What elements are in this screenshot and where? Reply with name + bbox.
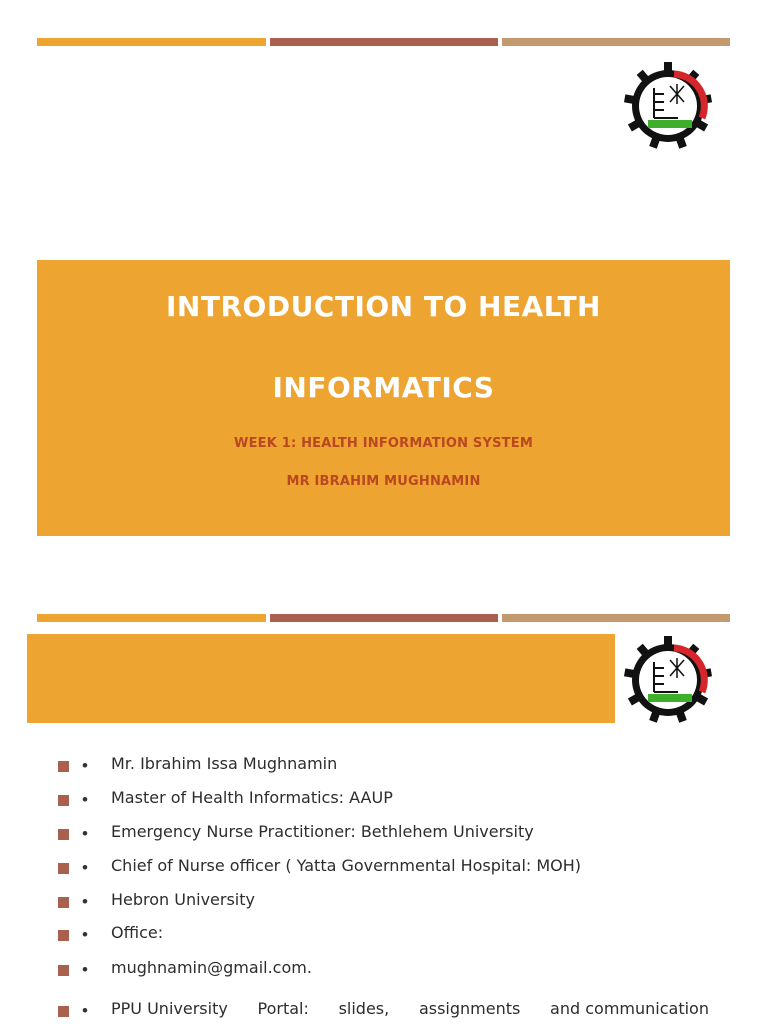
university-logo-icon xyxy=(624,636,712,724)
portal-word: Portal: xyxy=(257,999,309,1018)
bullet-square-icon xyxy=(58,795,69,806)
bullet-square-icon xyxy=(58,863,69,874)
bio-name: Mr. Ibrahim Issa Mughnamin xyxy=(111,754,338,773)
bullet-dot: • xyxy=(82,824,88,843)
top-accent-bar xyxy=(37,38,730,46)
bullet-dot: • xyxy=(82,892,88,911)
accent-segment-tan xyxy=(502,38,730,46)
bullet-dot: • xyxy=(82,858,88,877)
accent-segment-orange xyxy=(37,614,266,622)
slide-subtitle-week: WEEK 1: HEALTH INFORMATION SYSTEM xyxy=(234,436,533,451)
bullet-square-icon xyxy=(58,965,69,976)
bullet-dot: • xyxy=(82,790,88,809)
bio-email: mughnamin@gmail.com. xyxy=(111,958,312,977)
accent-segment-brown xyxy=(270,614,498,622)
slide-subtitle-presenter: MR IBRAHIM MUGHNAMIN xyxy=(286,474,481,489)
bullet-dot: • xyxy=(82,925,88,944)
bullet-dot: • xyxy=(82,960,88,979)
title-box xyxy=(37,260,730,536)
list-item xyxy=(0,922,768,948)
portal-word: assignments xyxy=(418,999,521,1018)
accent-segment-tan xyxy=(502,614,730,622)
bullet-square-icon xyxy=(58,897,69,908)
slide-title-line-2: INFORMATICS xyxy=(272,371,495,404)
bullet-dot: • xyxy=(82,756,88,775)
bio-university: Hebron University xyxy=(111,890,255,909)
bio-portal-line xyxy=(111,999,709,1018)
list-item xyxy=(0,855,768,881)
list-item xyxy=(0,787,768,813)
bio-practitioner: Emergency Nurse Practitioner: Bethlehem University xyxy=(111,822,534,841)
bullet-dot: • xyxy=(82,1001,88,1020)
bio-degree: Master of Health Informatics: AAUP xyxy=(111,788,393,807)
bio-position: Chief of Nurse officer ( Yatta Governmental Hospital: MOH) xyxy=(111,856,582,875)
bullet-square-icon xyxy=(58,930,69,941)
bullet-square-icon xyxy=(58,761,69,772)
university-logo-icon xyxy=(624,62,712,150)
bullet-square-icon xyxy=(58,829,69,840)
top-accent-bar xyxy=(37,614,730,622)
bio-office: Office: xyxy=(111,923,164,942)
accent-segment-orange xyxy=(37,38,266,46)
portal-word: slides, xyxy=(338,999,390,1018)
portal-word: and communication xyxy=(550,999,709,1018)
list-item xyxy=(0,889,768,915)
list-item xyxy=(0,753,768,779)
list-item xyxy=(0,998,768,1024)
slide-title-line-1: INTRODUCTION TO HEALTH xyxy=(166,290,601,323)
bio-slide xyxy=(0,600,768,1024)
list-item xyxy=(0,957,768,983)
bullet-square-icon xyxy=(58,1006,69,1017)
accent-segment-brown xyxy=(270,38,498,46)
header-band xyxy=(27,634,615,723)
portal-word: PPU University xyxy=(111,999,228,1018)
list-item xyxy=(0,821,768,847)
